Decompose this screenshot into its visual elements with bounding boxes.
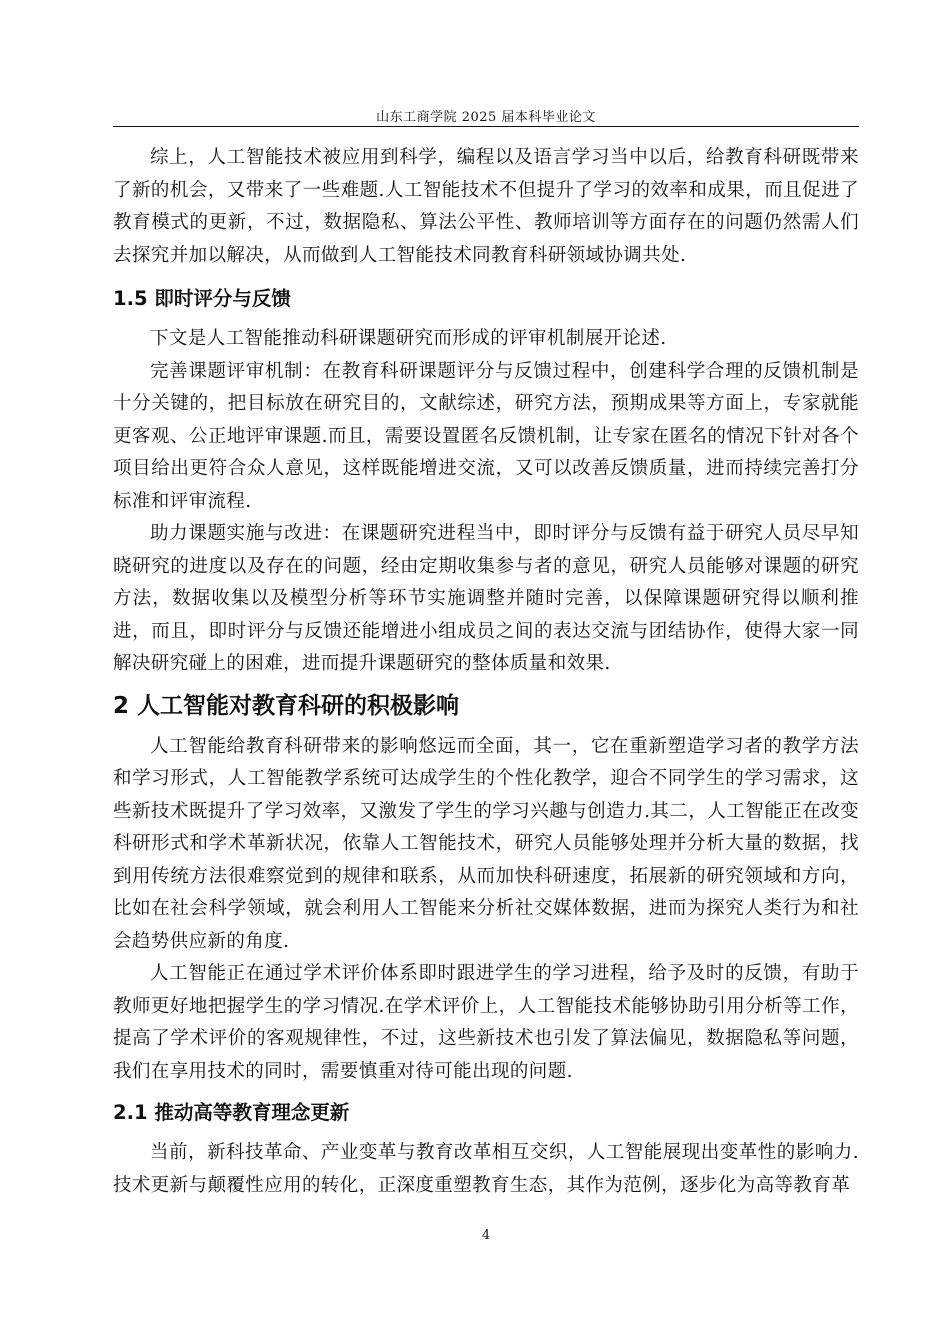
header-rule <box>113 126 859 127</box>
paragraph-2-1-intro: 当前，新科技革命、产业变革与教育改革相互交织，人工智能展现出变革性的影响力.技术更新与颠覆性应用的转化，正深度重塑教育生态，其作为范例，逐步化为高等教育革 <box>113 1142 859 1196</box>
chapter-heading-2: 2 人工智能对教育科研的积极影响 <box>113 692 460 719</box>
section-heading-1-5: 1.5 即时评分与反馈 <box>113 287 291 310</box>
running-header: 山东工商学院 2025 届本科毕业论文 <box>376 110 596 125</box>
paragraph-1-5-review-mechanism: 完善课题评审机制：在教育科研课题评分与反馈过程中，创建科学合理的反馈机制是十分关键的，把目标放在研究目的，文献综述，研究方法，预期成果等方面上，专家就能更客观、公正地评审课题.而且，需要设置匿名反馈机制，让专家在匿名的情况下针对各个项目给出更符合众人意见，这样既能增进交流，又可以改善反馈质量，进而持续完善打分标准和评审流程. <box>113 360 859 512</box>
paragraph-2-impact: 人工智能给教育科研带来的影响悠远而全面，其一，它在重新塑造学习者的教学方法和学习形式，人工智能教学系统可达成学生的个性化教学，迎合不同学生的学习需求，这些新技术既提升了学习效率，又激发了学生的学习兴趣与创造力.其二，人工智能正在改变科研形式和学术革新状况，依靠人工智能技术，研究人员能够处理并分析大量的数据，找到用传统方法很难察觉到的规律和联系，从而加快科研速度，拓展新的研究领域和方向，比如在社会科学领域，就会利用人工智能来分析社交媒体数据，进而为探究人类行为和社会趋势供应新的角度. <box>113 735 859 952</box>
paragraph-1-5-intro: 下文是人工智能推动科研课题研究而形成的评审机制展开论述. <box>150 328 667 349</box>
page-number: 4 <box>481 1228 491 1243</box>
paragraph-summary: 综上，人工智能技术被应用到科学，编程以及语言学习当中以后，给教育科研既带来了新的机会，又带来了一些难题.人工智能技术不但提升了学习的效率和成果，而且促进了教育模式的更新，不过，数据隐私、算法公平性、教师培训等方面存在的问题仍然需人们去探究并加以解决，从而做到人工智能技术同教育科研领域协调共处. <box>113 147 859 266</box>
page-body <box>113 142 859 1202</box>
paragraph-2-evaluation: 人工智能正在通过学术评价体系即时跟进学生的学习进程，给予及时的反馈，有助于教师更好地把握学生的学习情况.在学术评价上，人工智能技术能够协助引用分析等工作，提高了学术评价的客观规律性，不过，这些新技术也引发了算法偏见，数据隐私等问题，我们在享用技术的同时，需要慎重对待可能出现的问题. <box>113 963 859 1082</box>
section-heading-2-1: 2.1 推动高等教育理念更新 <box>113 1101 350 1124</box>
paragraph-1-5-implementation: 助力课题实施与改进：在课题研究进程当中，即时评分与反馈有益于研究人员尽早知晓研究的进度以及存在的问题，经由定期收集参与者的意见，研究人员能够对课题的研究方法，数据收集以及模型分析等环节实施调整并随时完善，以保障课题研究得以顺利推进，而且，即时评分与反馈还能增进小组成员之间的表达交流与团结协作，使得大家一同解决研究碰上的困难，进而提升课题研究的整体质量和效果. <box>113 523 859 674</box>
